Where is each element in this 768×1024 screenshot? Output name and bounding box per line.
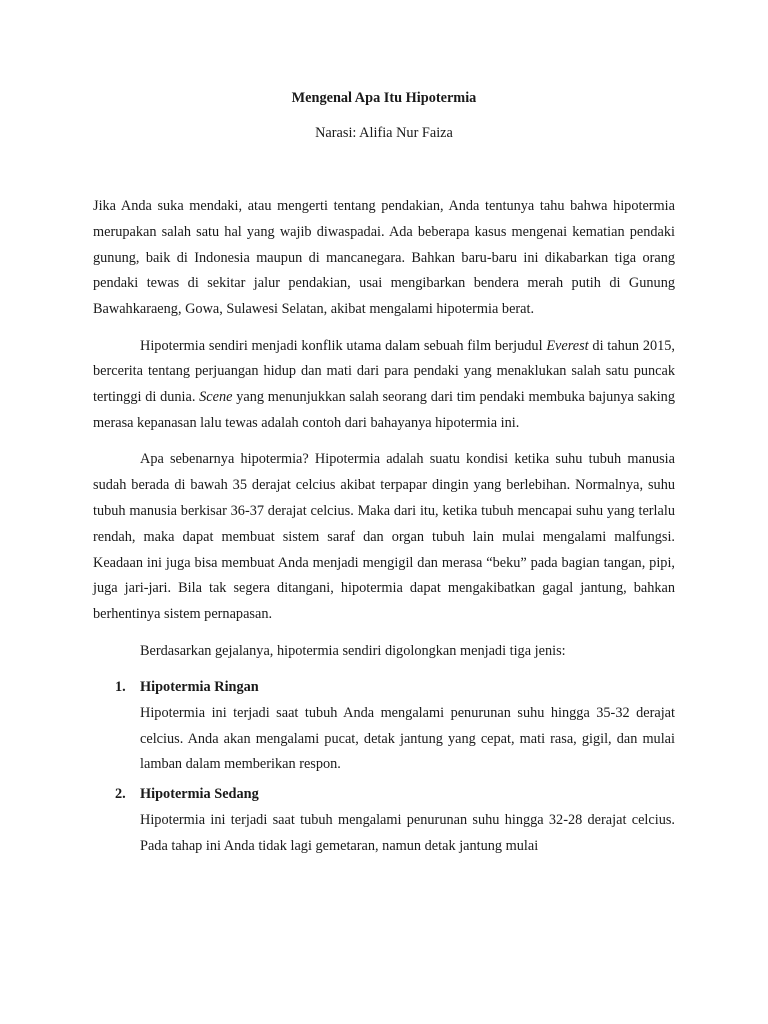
- list-item-text: Hipotermia ini terjadi saat tubuh Anda mengalami penurunan suhu hingga 35-32 derajat celcius. Anda akan mengalami pucat, detak jantung yang cepat, mati rasa, gigil, dan mulai lamban dalam memberikan respon.: [140, 704, 675, 773]
- list-item-text: Hipotermia ini terjadi saat tubuh mengalami penurunan suhu hingga 32-28 derajat celcius. Pada tahap ini Anda tidak lagi gemetaran, namun detak jantung mulai: [140, 811, 675, 854]
- list-item-heading: Hipotermia Ringan: [140, 678, 259, 695]
- document-title: Mengenal Apa Itu Hipotermia: [291, 90, 477, 106]
- film-title: Everest: [546, 337, 589, 354]
- paragraph-everest-text-b: di tahun 2015, bercerita tentang perjuangan hidup dan mati dari para pendaki yang menaklukan salah satu puncak tertinggi di dunia.: [93, 337, 676, 406]
- list-item-number: 1.: [115, 678, 126, 695]
- paragraph-everest: [93, 334, 675, 437]
- list-item: [93, 782, 675, 859]
- list-item-number: 2.: [115, 786, 126, 803]
- narrator-line: Narasi: Alifia Nur Faiza: [315, 125, 453, 141]
- paragraph-intro: Jika Anda suka mendaki, atau mengerti tentang pendakian, Anda tentunya tahu bahwa hipotermia merupakan salah satu hal yang wajib diwaspadai. Ada beberapa kasus mengenai kematian pendaki gunung, baik di Indonesia maupun di mancanegara. Bahkan baru-baru ini dikabarkan tiga orang pendaki tewas di sekitar jalur pendakian, usai mengibarkan bendera merah putih di Gunung Bawahkaraeng, Gowa, Sulawesi Selatan, akibat mengalami hipotermia berat.: [93, 198, 675, 318]
- list-item-heading: Hipotermia Sedang: [140, 786, 259, 803]
- document-body: [93, 194, 675, 864]
- paragraph-everest-text-c: yang menunjukkan salah seorang dari tim pendaki membuka bajunya saking merasa kepanasan lalu tewas adalah contoh dari bahayanya hipotermia ini.: [93, 389, 675, 431]
- paragraph-classification: Berdasarkan gejalanya, hipotermia sendiri digolongkan menjadi tiga jenis:: [140, 642, 566, 659]
- hypothermia-types-list: [93, 675, 675, 860]
- paragraph-definition: Apa sebenarnya hipotermia? Hipotermia adalah suatu kondisi ketika suhu tubuh manusia sudah berada di bawah 35 derajat celcius akibat terpapar dingin yang berlebihan. Normalnya, suhu tubuh manusia berkisar 36-37 derajat celcius. Maka dari itu, ketika tubuh mencapai suhu yang terlalu rendah, maka dapat membuat sistem saraf dan organ tubuh lain mulai mengalami malfungsi. Keadaan ini juga bisa membuat Anda menjadi mengigil dan merasa “beku” pada bagian tangan, pipi, juga jari-jari. Bila tak segera ditangani, hipotermia dapat mengakibatkan gagal jantung, bahkan berhentinya sistem pernapasan.: [93, 451, 675, 623]
- list-item: [93, 675, 675, 778]
- paragraph-everest-text-a: Hipotermia sendiri menjadi konflik utama dalam sebuah film berjudul: [140, 337, 547, 354]
- scene-term: Scene: [199, 389, 233, 406]
